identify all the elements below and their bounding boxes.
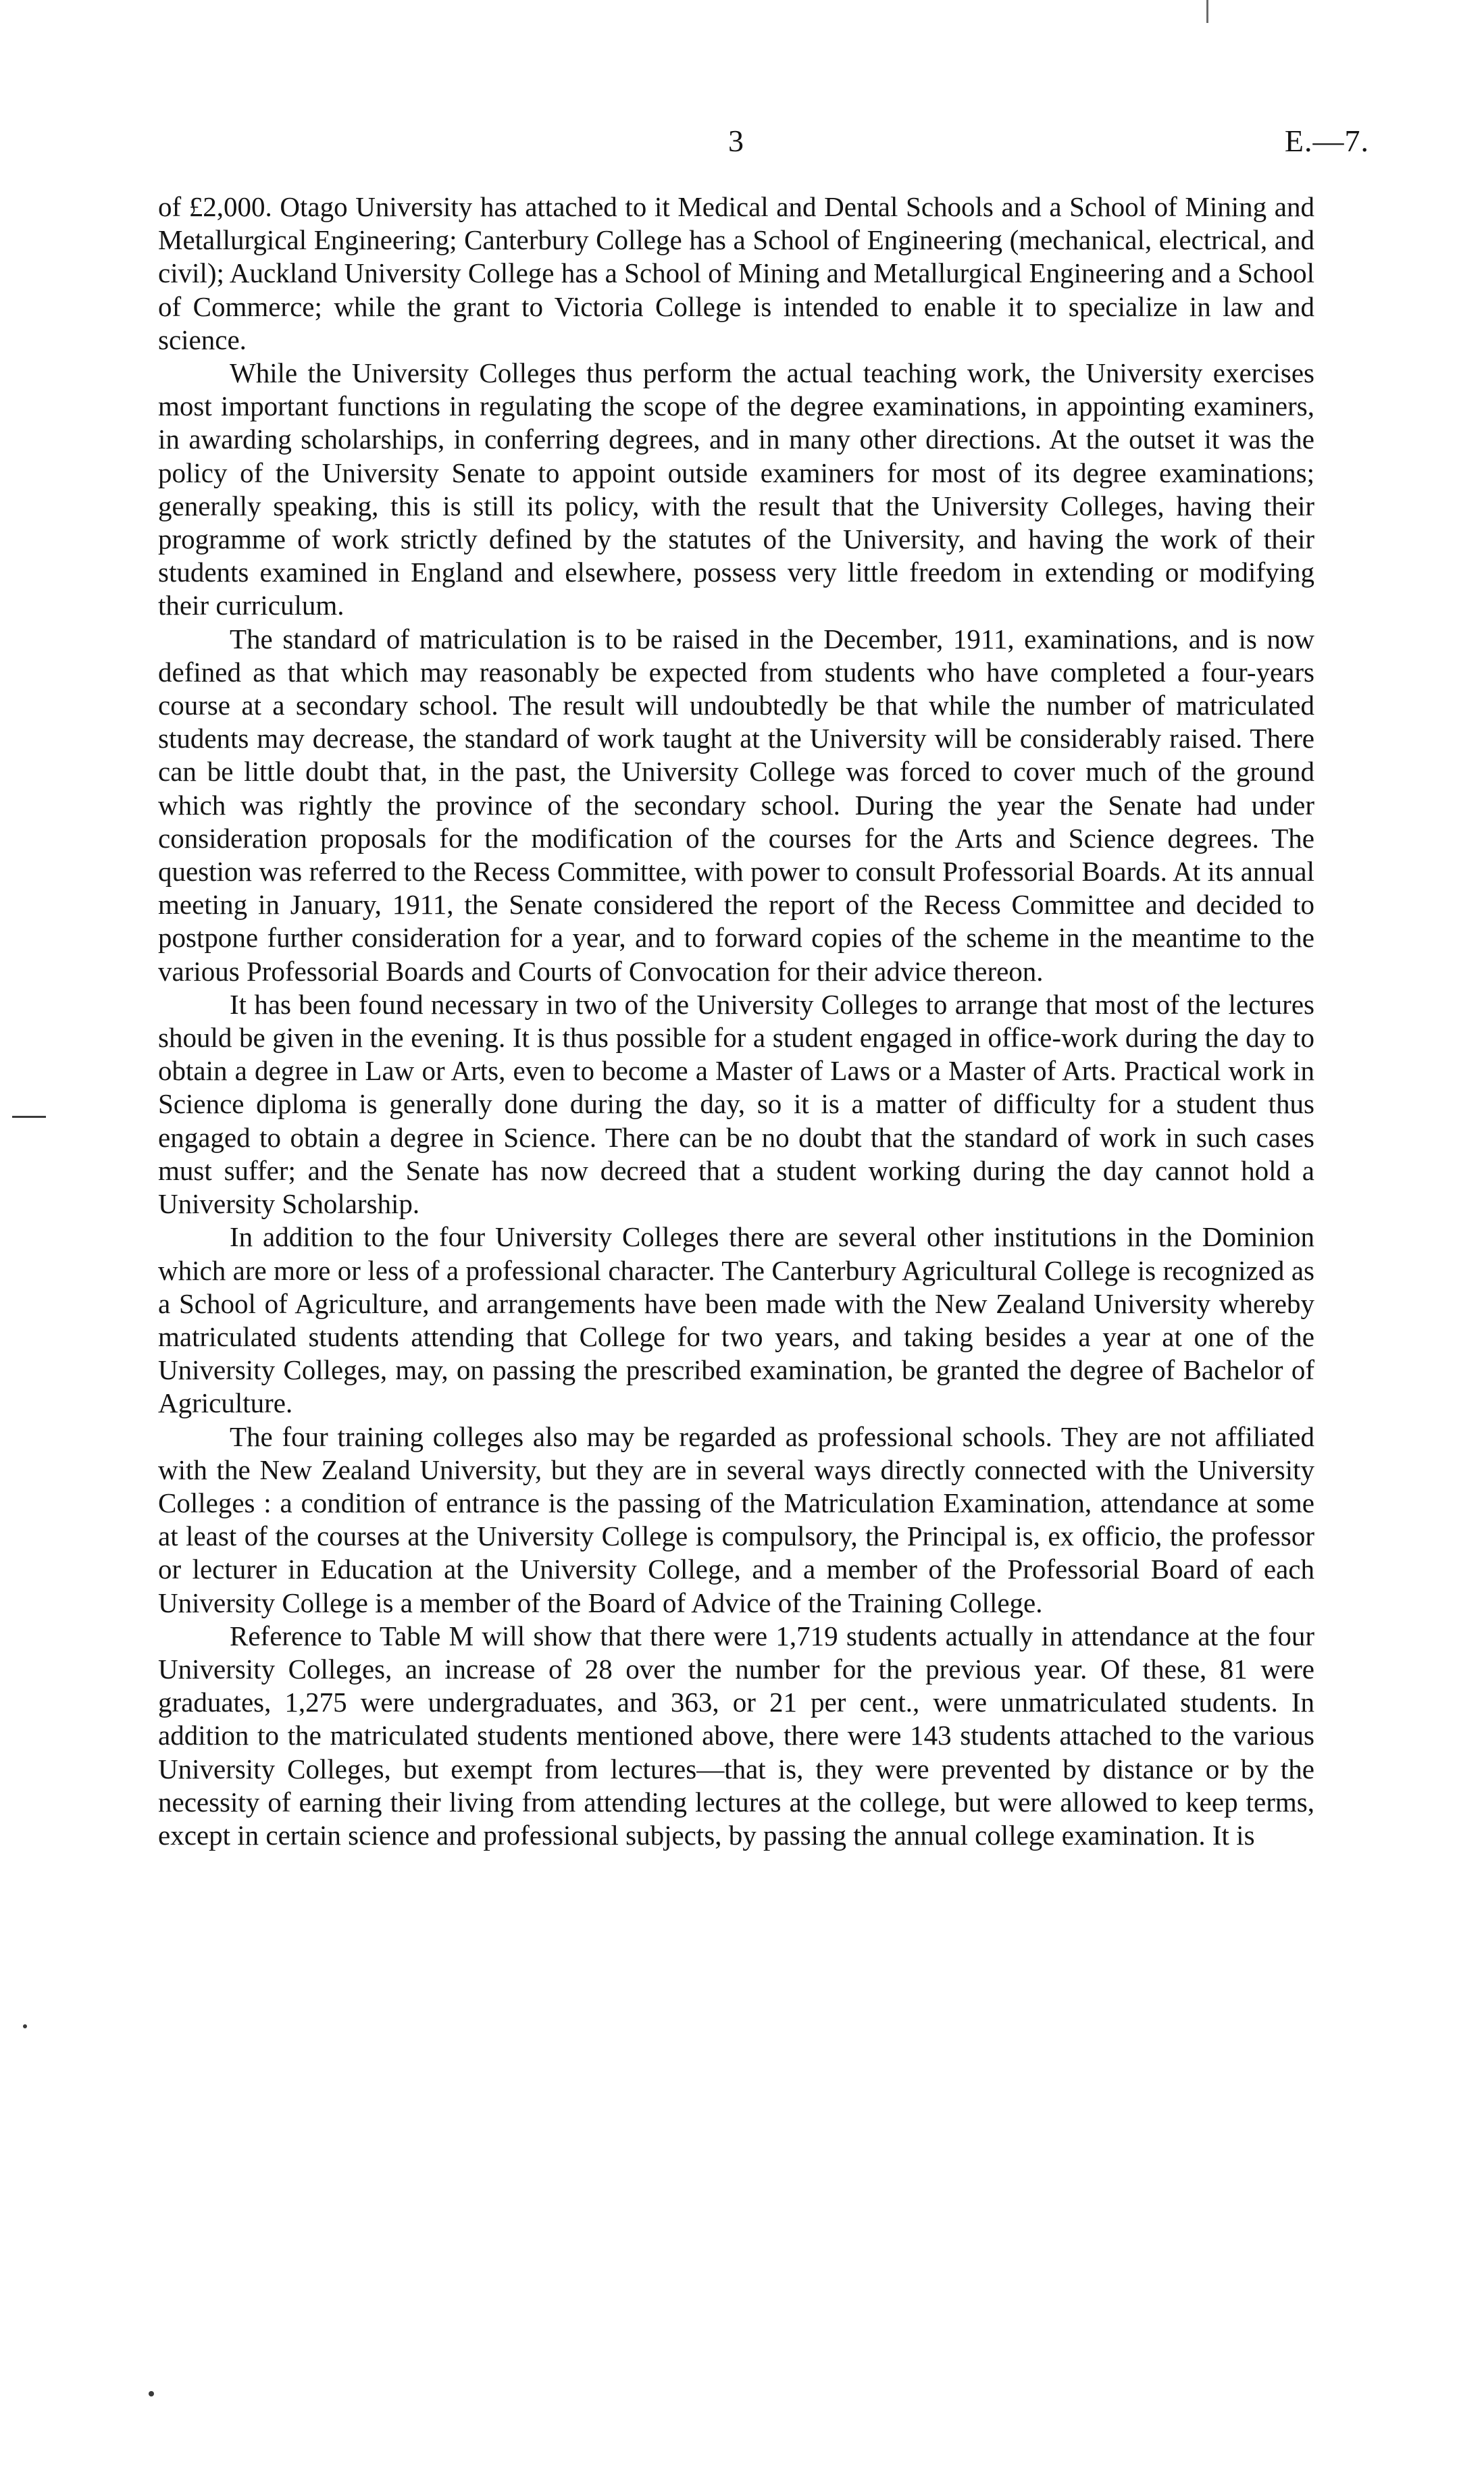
scan-edge-mark: [1206, 0, 1208, 23]
document-reference: E.—7.: [1284, 124, 1369, 158]
page-number: 3: [728, 124, 744, 158]
paragraph-evening-lectures: It has been found necessary in two of the University Colleges to arrange that most of the lectures should be given in the evening. It is thus possible for a student engaged in office-work during the day to obtain a degree in Law or Arts, even to become a Master of Laws or a Master of Arts. Practical work in Science diploma is generally done during the day, so it is a matter of difficulty for a student thus engaged to obtain a degree in Science. There can be no doubt that the standard of work in such cases must suffer; and the Senate has now decreed that a student working during the day cannot hold a University Scholarship.: [158, 988, 1314, 1220]
margin-dash-mark: [12, 1116, 46, 1118]
paragraph-matriculation-standard: The standard of matriculation is to be raised in the December, 1911, examinations, and is now defined as that which may reasonably be expected from students who have completed a four-years course at a secondary school. The result will undoubtedly be that while the number of matriculated students may decrease, the standard of work taught at the University will be considerably raised. There can be little doubt that, in the past, the University College was forced to cover much of the ground which was rightly the province of the secondary school. During the year the Senate had under consideration proposals for the modification of the courses for the Arts and Science degrees. The question was referred to the Recess Committee, with power to consult Professorial Boards. At its annual meeting in January, 1911, the Senate considered the report of the Recess Committee and decided to postpone further consideration for a year, and to forward copies of the scheme in the meantime to the various Professorial Boards and Courts of Convocation for their advice thereon.: [158, 623, 1314, 987]
margin-dot-mark: [149, 2391, 154, 2396]
paragraph-university-functions: While the University Colleges thus perform the actual teaching work, the University exercises most important functions in regulating the scope of the degree examinations, in appointing examiners, in awarding scholarships, in conferring degrees, and in many other directions. At the outset it was the policy of the University Senate to appoint outside examiners for most of its degree examinations; generally speaking, this is still its policy, with the result that the University Colleges, having their programme of work strictly defined by the statutes of the University, and having the work of their students examined in England and elsewhere, possess very little freedom in extending or modifying their curriculum.: [158, 357, 1314, 621]
paragraph-professional-institutions: In addition to the four University Colleges there are several other institutions in the Dominion which are more or less of a professional character. The Canterbury Agricultural College is recognized as a School of Agriculture, and arrangements have been made with the New Zealand University whereby matriculated students attending that College for two years, and taking besides a year at one of the University Colleges, may, on passing the prescribed examination, be granted the degree of Bachelor of Agriculture.: [158, 1221, 1314, 1419]
paragraph-endowments: of £2,000. Otago University has attached to it Medical and Dental Schools and a School of Mining and Metallurgical Engineering; Canterbury College has a School of Engineering (mechanical, electrical, and civil); Auckland University College has a School of Mining and Metallurgical Engineering and a School of Commerce; while the grant to Victoria College is intended to enable it to specialize in law and science.: [158, 191, 1314, 355]
margin-dot-mark: [23, 2024, 27, 2028]
body-text: [158, 190, 1314, 1852]
paragraph-training-colleges: The four training colleges also may be regarded as professional schools. They are not affiliated with the New Zealand University, but they are in several ways directly connected with the University Colleges : a condition of entrance is the passing of the Matriculation Examination, attendance at some at least of the courses at the University College is compulsory, the Principal is, ex officio, the professor or lecturer in Education at the University College, and a member of the Professorial Board of each University College is a member of the Board of Advice of the Training College.: [158, 1420, 1314, 1618]
paragraph-student-numbers: Reference to Table M will show that there were 1,719 students actually in attendance at the four University Colleges, an increase of 28 over the number for the previous year. Of these, 81 were graduates, 1,275 were undergraduates, and 363, or 21 per cent., were unmatriculated students. In addition to the matriculated students mentioned above, there were 143 students attached to the various University Colleges, but exempt from lectures—that is, they were prevented by distance or by the necessity of earning their living from attending lectures at the college, but were allowed to keep terms, except in certain science and professional subjects, by passing the annual college examination. It is: [158, 1620, 1314, 1851]
